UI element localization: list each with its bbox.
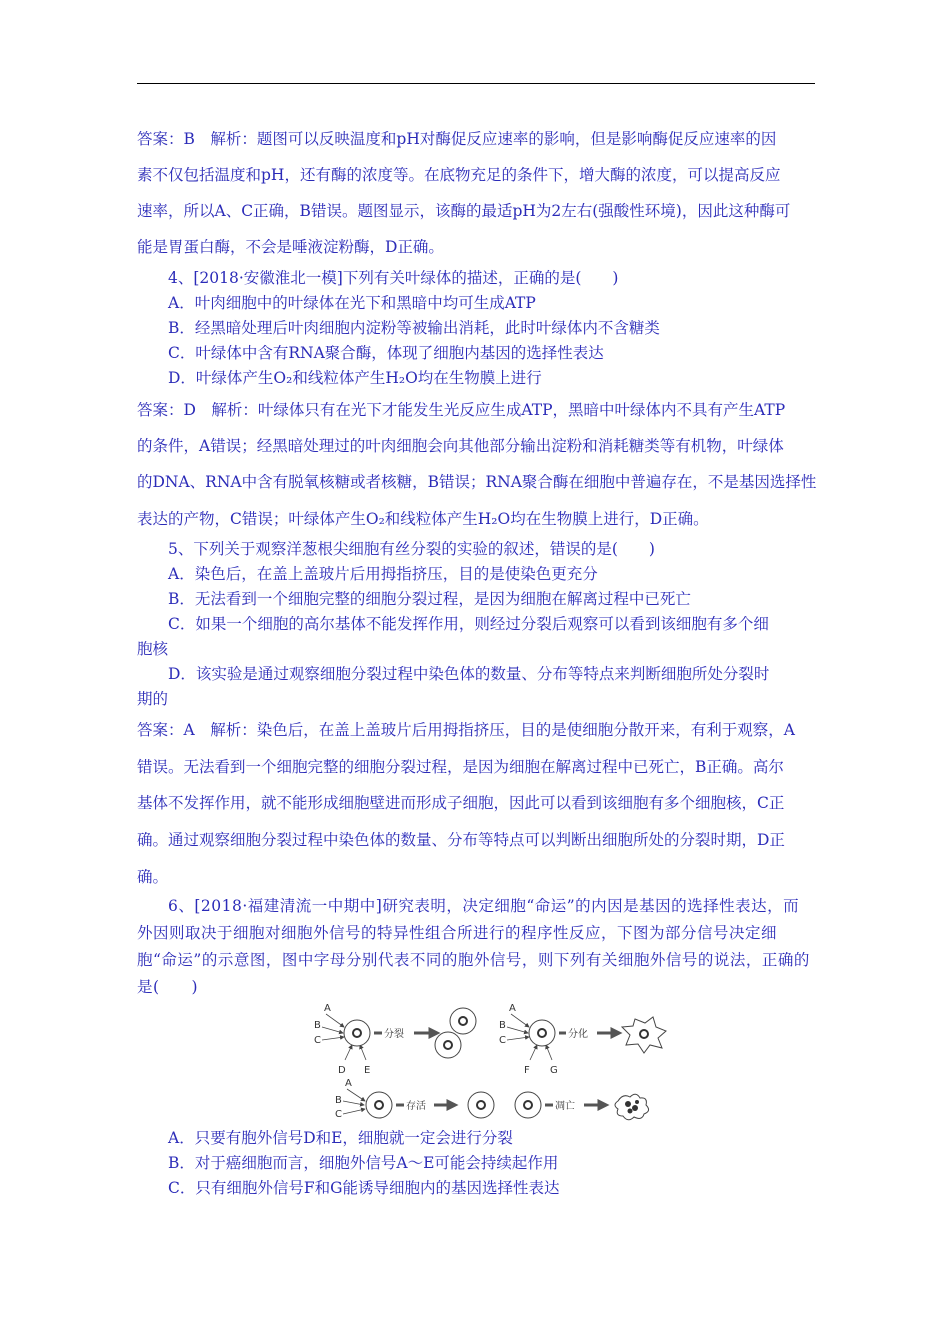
q5-option-c: C．如果一个细胞的高尔基体不能发挥作用，则经过分裂后观察可以看到该细胞有多个细 [168, 615, 769, 633]
label-b: B [314, 1020, 321, 1031]
apoptotic-cell [615, 1094, 649, 1120]
label-a: A [324, 1003, 331, 1014]
label-d: D [338, 1065, 346, 1076]
label-e: E [364, 1065, 371, 1076]
q6-option-a: A．只要有胞外信号D和E，细胞就一定会进行分裂 [168, 1129, 513, 1147]
q4-option-c: C．叶绿体中含有RNA聚合酶，体现了细胞内基因的选择性表达 [168, 344, 604, 362]
q4-answer-line-3: 的DNA、RNA中含有脱氧核糖或者核糖，B错误；RNA聚合酶在细胞中普遍存在，不是基因选择性 [137, 473, 817, 491]
q3-answer-line-3: 速率，所以A、C正确，B错误。题图显示，该酶的最适pH为2左右(强酸性环境)，因此这种酶可 [137, 202, 791, 220]
differentiate-pathway [499, 1003, 666, 1076]
q4-answer-line-4: 表达的产物，C错误；叶绿体产生O₂和线粒体产生H₂O均在生物膜上进行，D正确。 [137, 510, 709, 528]
q3-answer-line-4: 能是胃蛋白酶，不会是唾液淀粉酶，D正确。 [137, 238, 444, 256]
q5-answer-line-5: 确。 [137, 868, 169, 886]
q5-answer-line-3: 基体不发挥作用，就不能形成细胞壁进而形成子细胞，因此可以看到该细胞有多个细胞核，C正 [137, 794, 785, 812]
q5-stem: 5、下列关于观察洋葱根尖细胞有丝分裂的实验的叙述，错误的是( ) [168, 540, 655, 558]
q4-stem: 4、[2018·安徽淮北一模]下列有关叶绿体的描述，正确的是( ) [168, 269, 619, 287]
label-a-3: A [345, 1078, 352, 1089]
q4-answer-line-1: 答案：D 解析：叶绿体只有在光下才能发生光反应生成ATP，黑暗中叶绿体内不具有产生ATP [137, 401, 786, 419]
apoptosis-label: 凋亡 [555, 1101, 575, 1112]
divide-pathway [314, 1003, 476, 1076]
q4-option-b: B．经黑暗处理后叶肉细胞内淀粉等被输出消耗，此时叶绿体内不含糖类 [168, 319, 660, 337]
label-b-3: B [335, 1095, 342, 1106]
q6-option-b: B．对于癌细胞而言，细胞外信号A～E可能会持续起作用 [168, 1154, 559, 1172]
survive-pathway [335, 1078, 494, 1120]
cell-signal-diagram [300, 997, 680, 1122]
label-c-3: C [335, 1109, 342, 1120]
label-f: F [524, 1065, 530, 1076]
q3-answer-line-2: 素不仅包括温度和pH，还有酶的浓度等。在底物充足的条件下，增大酶的浓度，可以提高反应 [137, 166, 781, 184]
nucleus [353, 1029, 361, 1037]
q5-answer-line-1: 答案：A 解析：染色后，在盖上盖玻片后用拇指挤压，目的是使细胞分散开来，有利于观察，A [137, 721, 795, 739]
q3-answer-line-1: 答案：B 解析：题图可以反映温度和pH对酶促反应速率的影响，但是影响酶促反应速率的因 [137, 130, 777, 148]
q5-option-d: D．该实验是通过观察细胞分裂过程中染色体的数量、分布等特点来判断细胞所处分裂时 [168, 665, 770, 683]
label-a-2: A [509, 1003, 516, 1014]
label-b-2: B [499, 1020, 506, 1031]
q6-stem [137, 893, 815, 1001]
label-c: C [314, 1035, 321, 1046]
q4-option-a: A．叶肉细胞中的叶绿体在光下和黑暗中均可生成ATP [168, 294, 536, 312]
label-g: G [550, 1065, 558, 1076]
q5-option-b: B．无法看到一个细胞完整的细胞分裂过程，是因为细胞在解离过程中已死亡 [168, 590, 691, 608]
q5-answer-line-4: 确。通过观察细胞分裂过程中染色体的数量、分布等特点可以判断出细胞所处的分裂时期，D正 [137, 831, 785, 849]
q4-answer-line-2: 的条件，A错误；经黑暗处理过的叶肉细胞会向其他部分输出淀粉和消耗糖类等有机物，叶绿体 [137, 437, 784, 455]
q4-option-d: D．叶绿体产生O₂和线粒体产生H₂O均在生物膜上进行 [168, 369, 542, 387]
q6-option-c: C．只有细胞外信号F和G能诱导细胞内的基因选择性表达 [168, 1179, 560, 1197]
header-rule [137, 83, 815, 84]
differentiate-label: 分化 [568, 1029, 588, 1040]
q6-stem-text: 6、[2018·福建清流一中期中]研究表明，决定细胞“命运”的内因是基因的选择性表达，而外因则取决于细胞对细胞外信号的特异性组合所进行的程序性反应，下图为部分信号决定细胞“命运”的示意图，图中字母分别代表不同的胞外信号，则下列有关细胞外信号的说法，正确的是( ) [137, 897, 810, 996]
apoptosis-pathway [515, 1092, 649, 1120]
q5-answer-line-2: 错误。无法看到一个细胞完整的细胞分裂过程，是因为细胞在解离过程中已死亡，B正确。高尔 [137, 758, 784, 776]
q5-option-d-cont: 期的 [137, 690, 169, 708]
divide-label: 分裂 [384, 1029, 404, 1040]
label-c-2: C [499, 1035, 506, 1046]
survive-label: 存活 [406, 1101, 426, 1112]
q5-option-a: A．染色后，在盖上盖玻片后用拇指挤压，目的是使染色更充分 [168, 565, 598, 583]
q5-option-c-cont: 胞核 [137, 640, 169, 658]
